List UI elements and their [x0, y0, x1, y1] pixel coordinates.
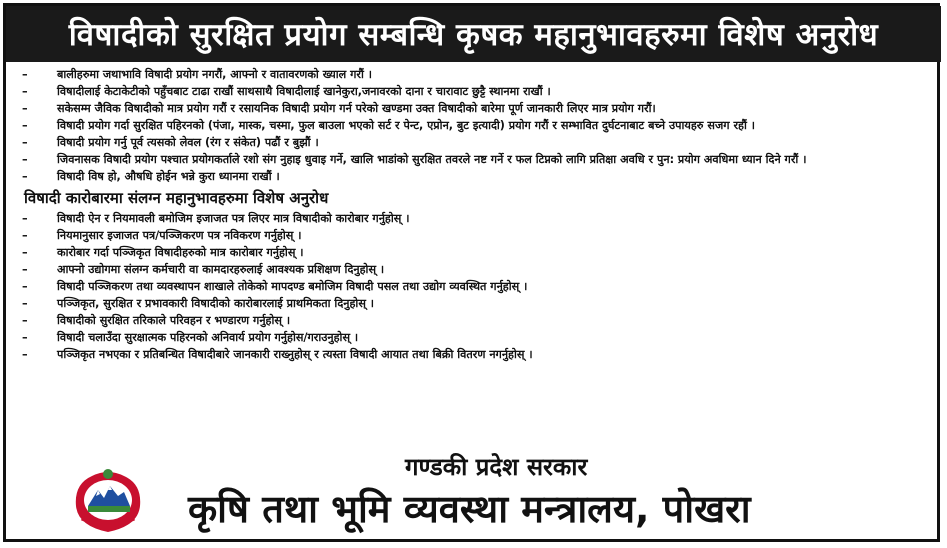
list-item — [12, 261, 928, 278]
list-item — [12, 244, 928, 261]
bullet: – — [22, 246, 28, 259]
notice-title: विषादीको सुरक्षित प्रयोग सम्बन्धि कृषक महानुभावहरुमा विशेष अनुरोध — [68, 17, 879, 53]
list-item — [12, 278, 928, 295]
list-item — [12, 134, 928, 151]
item-text: कारोबार गर्दा पञ्जिकृत विषादीहरुको मात्र कारोबार गर्नुहोस् । — [57, 246, 304, 259]
bullet: – — [22, 119, 28, 132]
bullet: – — [22, 170, 28, 183]
bullet: – — [22, 348, 28, 361]
ministry-name: कृषि तथा भूमि व्यवस्था मन्त्रालय, पोखरा — [188, 487, 751, 531]
item-text: विषादी प्रयोग गर्नु पूर्व त्यसको लेवल (रंग र संकेत) पढौं र बुझौं । — [57, 136, 319, 149]
list-item — [12, 117, 928, 134]
list-item — [12, 295, 928, 312]
item-text: विषादी ऐन र नियमावली बमोजिम इजाजत पत्र लिएर मात्र विषादीको कारोबार गर्नुहोस् । — [57, 212, 410, 225]
bullet: – — [22, 68, 28, 81]
list-item — [12, 83, 928, 100]
list-item — [12, 100, 928, 117]
item-text: जिवनासक विषादी प्रयोग पश्चात प्रयोगकर्ताले रशो संग नुहाइ धुवाइ गर्ने, खालि भाडांको सुरक्षित तवरले नष्ट गर्ने र फल टिप्नको लागि प्रतिक्षा अवधि र पुन: प्रयोग अवधिमा ध्यान दिने गरौं । — [57, 153, 807, 166]
bullet: – — [22, 297, 28, 310]
government-name: गण्डकी प्रदेश सरकार — [405, 453, 588, 481]
bullet: – — [22, 331, 28, 344]
list-item — [12, 312, 928, 329]
list-item — [12, 66, 928, 83]
trader-list — [12, 210, 928, 363]
item-text: विषादी प्रयोग गर्दा सुरक्षित पहिरनको (पंजा, मास्क, चस्मा, फुल बाउला भएको सर्ट र पेन्ट, एप्रोन, बुट इत्यादी) प्रयोग गरौं र सम्भावित दुर्घटनाबाट बच्ने उपायहरु सजग रहौं । — [57, 119, 756, 132]
item-text: विषादीलाई केटाकेटीको पहुँचबाट टाढा राखौं साथसाथै विषादीलाई खानेकुरा,जनावरको दाना र चारावाट छुट्टै स्थानमा राखौं । — [57, 85, 551, 98]
bullet: – — [22, 85, 28, 98]
bullet: – — [22, 263, 28, 276]
notice-body — [12, 66, 928, 363]
list-item — [12, 168, 928, 185]
item-text: नियमानुसार इजाजत पत्र/पञ्जिकरण पत्र नविकरण गर्नुहोस् । — [57, 229, 302, 242]
bullet: – — [22, 102, 28, 115]
list-item — [12, 227, 928, 244]
title-banner — [6, 6, 941, 62]
list-item — [12, 329, 928, 346]
item-text: विषादीको सुरक्षित तरिकाले परिवहन र भण्डारण गर्नुहोस् । — [57, 314, 291, 327]
trader-subheading: विषादी कारोबारमा संलग्न महानुभावहरुमा विशेष अनुरोध — [24, 189, 329, 207]
item-text: विषादी पञ्जिकरण तथा व्यवस्थापन शाखाले तोकेको मापदण्ड बमोजिम विषादी पसल तथा उद्योग व्यवस्थित गर्नुहोस् । — [57, 280, 528, 293]
item-text: विषादी चलाउँदा सुरक्षात्मक पहिरनको अनिवार्य प्रयोग गर्नुहोस/गराउनुहोस् । — [57, 331, 359, 344]
item-text: पञ्जिकृत, सुरक्षित र प्रभावकारी विषादीको कारोबारलाई प्राथमिकता दिनुहोस् । — [57, 297, 375, 310]
bullet: – — [22, 280, 28, 293]
item-text: सकेसम्म जैविक विषादीको मात्र प्रयोग गरौं र रसायनिक विषादी प्रयोग गर्न परेको खण्डमा उक्त विषादीको बारेमा पूर्ण जानकारी लिएर मात्र प्रयोग गरौं। — [57, 102, 656, 115]
bullet: – — [22, 153, 28, 166]
farmer-list — [12, 66, 928, 185]
item-text: बालीहरुमा जथाभावि विषादी प्रयोग नगरौं, आफ्नो र वातावरणको ख्याल गरौं । — [57, 68, 373, 81]
nepal-government-emblem-icon — [68, 466, 148, 534]
list-item — [12, 346, 928, 363]
item-text: पञ्जिकृत नभएका र प्रतिबन्धित विषादीबारे जानकारी राख्नुहोस् र त्यस्ता विषादी आयात तथा बिक्री वितरण नगर्नुहोस् । — [57, 348, 533, 361]
list-item — [12, 151, 928, 168]
item-text: विषादी विष हो, औषधि होईन भन्ने कुरा ध्यानमा राखौं । — [57, 170, 280, 183]
bullet: – — [22, 212, 28, 225]
list-item — [12, 210, 928, 227]
bullet: – — [22, 314, 28, 327]
bullet: – — [22, 229, 28, 242]
item-text: आफ्नो उद्योगमा संलग्न कर्मचारी वा कामदारहरुलाई आवश्यक प्रशिक्षण दिनुहोस् । — [57, 263, 385, 276]
bullet: – — [22, 136, 28, 149]
